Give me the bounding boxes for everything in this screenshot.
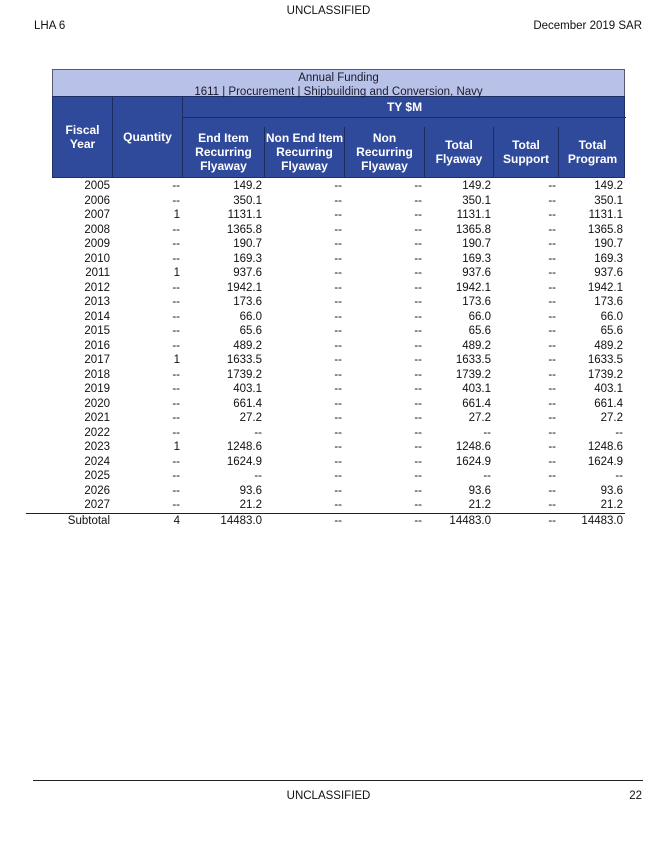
cell-total-flyaway: 937.6 <box>462 267 491 279</box>
cell-end-item: 93.6 <box>239 484 262 497</box>
table-row <box>52 498 625 513</box>
cell-total-program: -- <box>615 470 623 482</box>
cell-non-end-item: -- <box>334 514 342 527</box>
cell-end-item: 661.4 <box>233 397 262 410</box>
cell-end-item: 149.2 <box>233 180 262 192</box>
cell-total-support: -- <box>548 383 556 395</box>
cell-fiscal-year: 2026 <box>84 484 110 497</box>
cell-end-item: 1633.5 <box>226 354 262 366</box>
cell-end-item: 21.2 <box>239 499 262 511</box>
cell-quantity: -- <box>172 296 180 308</box>
cell-end-item: 1131.1 <box>227 209 262 221</box>
cell-total-flyaway: 661.4 <box>462 397 491 410</box>
cell-fiscal-year: 2011 <box>85 267 110 279</box>
cell-fiscal-year: 2005 <box>84 180 110 192</box>
table-body <box>52 179 625 528</box>
cell-total-support: -- <box>548 325 556 337</box>
cell-non-recurring: -- <box>414 209 422 221</box>
table-row <box>52 411 625 426</box>
table-subtitle: 1611 | Procurement | Shipbuilding and Conversion, Navy <box>194 85 483 98</box>
cell-non-recurring: -- <box>414 484 422 497</box>
cell-total-program: 66.0 <box>600 310 623 323</box>
cell-end-item: 403.1 <box>233 383 262 395</box>
cell-total-support: -- <box>548 339 556 352</box>
cell-end-item: 937.6 <box>233 267 262 279</box>
cell-end-item: 1739.2 <box>226 368 262 381</box>
table-row <box>52 310 625 325</box>
cell-total-flyaway: 14483.0 <box>449 514 491 527</box>
cell-non-end-item: -- <box>334 238 342 250</box>
cell-fiscal-year: 2021 <box>84 412 110 424</box>
col-header-total-program: Total Program <box>567 137 618 166</box>
cell-total-program: 1365.8 <box>587 223 623 236</box>
cell-total-flyaway: 1633.5 <box>455 354 491 366</box>
cell-non-end-item: -- <box>334 194 342 207</box>
col-header-non-recurring: Non Recurring Flyaway <box>345 127 425 178</box>
cell-total-support: -- <box>548 194 556 207</box>
cell-non-end-item: -- <box>334 499 342 511</box>
cell-total-support: -- <box>548 455 556 468</box>
table-row <box>52 469 625 484</box>
cell-quantity: -- <box>172 325 180 337</box>
cell-non-recurring: -- <box>414 180 422 192</box>
cell-total-flyaway: 27.2 <box>468 412 491 424</box>
cell-non-recurring: -- <box>414 499 422 511</box>
cell-quantity: -- <box>172 223 180 236</box>
cell-non-end-item: -- <box>334 441 342 453</box>
cell-end-item: 350.1 <box>233 194 262 207</box>
cell-end-item: 27.2 <box>239 412 262 424</box>
cell-total-support: -- <box>548 238 556 250</box>
cell-fiscal-year: 2018 <box>84 368 110 381</box>
cell-total-program: 1248.6 <box>587 441 623 453</box>
cell-total-program: 403.1 <box>594 383 623 395</box>
cell-non-end-item: -- <box>334 296 342 308</box>
footer-divider <box>33 780 643 781</box>
cell-total-flyaway: 1739.2 <box>455 368 491 381</box>
cell-total-support: -- <box>548 180 556 192</box>
cell-non-recurring: -- <box>414 455 422 468</box>
cell-total-flyaway: 21.2 <box>468 499 491 511</box>
cell-non-end-item: -- <box>334 325 342 337</box>
cell-total-flyaway: 93.6 <box>468 484 491 497</box>
cell-non-recurring: -- <box>414 223 422 236</box>
cell-non-recurring: -- <box>414 252 422 265</box>
cell-quantity: -- <box>172 281 180 294</box>
cell-total-support: -- <box>548 484 556 497</box>
cell-total-program: 173.6 <box>594 296 623 308</box>
cell-quantity: -- <box>172 426 180 439</box>
cell-non-recurring: -- <box>414 383 422 395</box>
cell-total-support: -- <box>548 267 556 279</box>
cell-quantity: -- <box>172 368 180 381</box>
table-row <box>52 252 625 267</box>
cell-non-recurring: -- <box>414 412 422 424</box>
cell-non-end-item: -- <box>334 412 342 424</box>
cell-total-program: 27.2 <box>600 412 623 424</box>
cell-non-recurring: -- <box>414 441 422 453</box>
cell-end-item: -- <box>254 470 262 482</box>
cell-total-program: 350.1 <box>594 194 623 207</box>
cell-non-end-item: -- <box>334 310 342 323</box>
page-number: 22 <box>629 790 642 802</box>
classification-header: UNCLASSIFIED <box>286 5 371 17</box>
cell-fiscal-year: 2027 <box>84 499 110 511</box>
cell-total-flyaway: 65.6 <box>468 325 491 337</box>
table-row <box>52 455 625 470</box>
cell-non-end-item: -- <box>334 209 342 221</box>
table-row <box>52 324 625 339</box>
cell-total-program: 169.3 <box>594 252 623 265</box>
table-row <box>52 179 625 194</box>
cell-total-program: 1624.9 <box>587 455 623 468</box>
cell-total-program: 14483.0 <box>581 514 623 527</box>
cell-end-item: 1624.9 <box>226 455 262 468</box>
cell-non-recurring: -- <box>414 325 422 337</box>
cell-end-item: -- <box>254 426 262 439</box>
table-row <box>52 397 625 412</box>
cell-non-end-item: -- <box>334 426 342 439</box>
cell-non-recurring: -- <box>414 310 422 323</box>
cell-total-support: -- <box>548 354 556 366</box>
cell-total-program: 149.2 <box>594 180 623 192</box>
cell-non-recurring: -- <box>414 281 422 294</box>
cell-non-recurring: -- <box>414 194 422 207</box>
cell-total-program: 661.4 <box>594 397 623 410</box>
cell-total-flyaway: 1131.1 <box>456 209 491 221</box>
cell-total-support: -- <box>548 441 556 453</box>
cell-quantity: -- <box>172 194 180 207</box>
cell-end-item: 1248.6 <box>226 441 262 453</box>
cell-total-flyaway: 169.3 <box>462 252 491 265</box>
table-title: Annual Funding <box>298 72 379 84</box>
cell-fiscal-year: 2024 <box>84 455 110 468</box>
cell-quantity: -- <box>172 484 180 497</box>
cell-quantity: -- <box>172 180 180 192</box>
program-name: LHA 6 <box>34 20 66 32</box>
cell-fiscal-year: 2008 <box>84 223 110 236</box>
cell-non-end-item: -- <box>334 484 342 497</box>
cell-fiscal-year: 2023 <box>84 441 110 453</box>
cell-end-item: 1942.1 <box>226 281 262 294</box>
cell-fiscal-year: 2015 <box>84 325 110 337</box>
cell-total-flyaway: 66.0 <box>468 310 491 323</box>
cell-quantity: -- <box>172 397 180 410</box>
cell-non-end-item: -- <box>334 339 342 352</box>
cell-quantity: -- <box>172 499 180 511</box>
cell-non-recurring: -- <box>414 238 422 250</box>
cell-fiscal-year: 2017 <box>84 354 110 366</box>
table-row <box>52 295 625 310</box>
cell-total-flyaway: 190.7 <box>462 238 491 250</box>
col-header-non-end-item: Non End Item Recurring Flyaway <box>265 127 345 178</box>
subtotal-row <box>26 513 625 529</box>
cell-total-support: -- <box>548 223 556 236</box>
cell-non-end-item: -- <box>334 267 342 279</box>
cell-total-support: -- <box>548 397 556 410</box>
cell-total-program: 1633.5 <box>587 354 623 366</box>
cell-non-recurring: -- <box>414 354 422 366</box>
cell-non-recurring: -- <box>414 470 422 482</box>
table-row <box>52 382 625 397</box>
cell-total-flyaway: 350.1 <box>462 194 491 207</box>
cell-non-end-item: -- <box>334 252 342 265</box>
cell-total-flyaway: 1365.8 <box>455 223 491 236</box>
cell-total-program: 190.7 <box>594 238 623 250</box>
col-header-total-flyaway: Total Flyaway <box>425 127 494 178</box>
table-row <box>52 426 625 441</box>
table-row <box>52 266 625 281</box>
cell-quantity: 4 <box>173 514 180 527</box>
cell-quantity: -- <box>172 339 180 352</box>
cell-fiscal-year: 2022 <box>84 426 110 439</box>
cell-non-end-item: -- <box>334 368 342 381</box>
cell-total-flyaway: 173.6 <box>462 296 491 308</box>
cell-total-flyaway: 403.1 <box>462 383 491 395</box>
cell-non-end-item: -- <box>334 180 342 192</box>
cell-total-program: 65.6 <box>600 325 623 337</box>
cell-total-support: -- <box>548 412 556 424</box>
classification-footer: UNCLASSIFIED <box>286 790 371 802</box>
cell-total-flyaway: 1248.6 <box>455 441 491 453</box>
cell-end-item: 190.7 <box>233 238 262 250</box>
cell-total-program: -- <box>615 426 623 439</box>
cell-total-flyaway: 149.2 <box>462 180 491 192</box>
annual-funding-table <box>52 69 625 528</box>
cell-end-item: 1365.8 <box>226 223 262 236</box>
cell-total-program: 93.6 <box>600 484 623 497</box>
cell-fiscal-year: 2025 <box>84 470 110 482</box>
table-row <box>52 368 625 383</box>
cell-total-flyaway: -- <box>483 470 491 482</box>
cell-quantity: -- <box>172 252 180 265</box>
cell-total-support: -- <box>548 499 556 511</box>
report-name: December 2019 SAR <box>533 20 642 32</box>
cell-fiscal-year: 2016 <box>84 339 110 352</box>
cell-end-item: 66.0 <box>239 310 262 323</box>
cell-total-support: -- <box>548 296 556 308</box>
cell-total-flyaway: 1624.9 <box>455 455 491 468</box>
cell-non-end-item: -- <box>334 397 342 410</box>
table-row <box>52 223 625 238</box>
table-title-band <box>52 69 625 96</box>
cell-fiscal-year: 2006 <box>84 194 110 207</box>
cell-total-support: -- <box>548 368 556 381</box>
cell-total-program: 21.2 <box>600 499 623 511</box>
cell-non-recurring: -- <box>414 267 422 279</box>
cell-total-support: -- <box>548 310 556 323</box>
cell-non-end-item: -- <box>334 354 342 366</box>
cell-fiscal-year: 2010 <box>84 252 110 265</box>
cell-total-program: 1942.1 <box>587 281 623 294</box>
cell-fiscal-year: Subtotal <box>67 514 110 527</box>
cell-fiscal-year: 2013 <box>84 296 110 308</box>
cell-total-support: -- <box>548 514 556 527</box>
cell-non-recurring: -- <box>414 397 422 410</box>
cell-total-program: 1739.2 <box>587 368 623 381</box>
table-row <box>52 237 625 252</box>
cell-end-item: 65.6 <box>239 325 262 337</box>
cell-total-flyaway: -- <box>483 426 491 439</box>
table-row <box>52 194 625 209</box>
cell-non-recurring: -- <box>414 514 422 527</box>
cell-fiscal-year: 2019 <box>84 383 110 395</box>
cell-quantity: -- <box>172 470 180 482</box>
cell-end-item: 173.6 <box>233 296 262 308</box>
cell-total-support: -- <box>548 426 556 439</box>
cell-end-item: 489.2 <box>233 339 262 352</box>
table-header <box>52 96 625 178</box>
cell-fiscal-year: 2014 <box>84 310 110 323</box>
cell-quantity: 1 <box>173 354 180 366</box>
col-header-end-item: End Item Recurring Flyaway <box>183 127 265 178</box>
cell-quantity: -- <box>172 310 180 323</box>
cell-fiscal-year: 2007 <box>84 209 110 221</box>
cell-quantity: -- <box>172 383 180 395</box>
cell-total-program: 937.6 <box>594 267 623 279</box>
cell-end-item: 14483.0 <box>220 514 262 527</box>
cell-quantity: 1 <box>173 267 180 279</box>
cell-non-recurring: -- <box>414 426 422 439</box>
table-row <box>52 440 625 455</box>
cell-non-end-item: -- <box>334 383 342 395</box>
cell-total-flyaway: 1942.1 <box>455 281 491 294</box>
cell-total-program: 489.2 <box>594 339 623 352</box>
table-row <box>52 353 625 368</box>
cell-non-end-item: -- <box>334 281 342 294</box>
cell-non-end-item: -- <box>334 470 342 482</box>
cell-fiscal-year: 2012 <box>84 281 110 294</box>
cell-total-program: 1131.1 <box>588 209 623 221</box>
cell-non-recurring: -- <box>414 296 422 308</box>
cell-non-end-item: -- <box>334 223 342 236</box>
cell-fiscal-year: 2009 <box>84 238 110 250</box>
col-group-header-ty: TY $M <box>183 97 626 118</box>
cell-non-end-item: -- <box>334 455 342 468</box>
cell-total-support: -- <box>548 252 556 265</box>
table-row <box>52 484 625 499</box>
col-header-quantity: Quantity <box>113 97 183 177</box>
col-header-total-support: Total Support <box>494 127 559 178</box>
cell-quantity: 1 <box>173 209 180 221</box>
cell-total-support: -- <box>548 470 556 482</box>
table-row <box>52 281 625 296</box>
cell-total-flyaway: 489.2 <box>462 339 491 352</box>
cell-fiscal-year: 2020 <box>84 397 110 410</box>
cell-total-support: -- <box>548 281 556 294</box>
cell-total-support: -- <box>548 209 556 221</box>
cell-non-recurring: -- <box>414 368 422 381</box>
cell-non-recurring: -- <box>414 339 422 352</box>
cell-quantity: -- <box>172 455 180 468</box>
table-row <box>52 208 625 223</box>
col-header-fiscal-year: Fiscal Year <box>53 97 113 177</box>
cell-quantity: -- <box>172 238 180 250</box>
cell-end-item: 169.3 <box>233 252 262 265</box>
table-row <box>52 339 625 354</box>
cell-quantity: 1 <box>173 441 180 453</box>
cell-quantity: -- <box>172 412 180 424</box>
